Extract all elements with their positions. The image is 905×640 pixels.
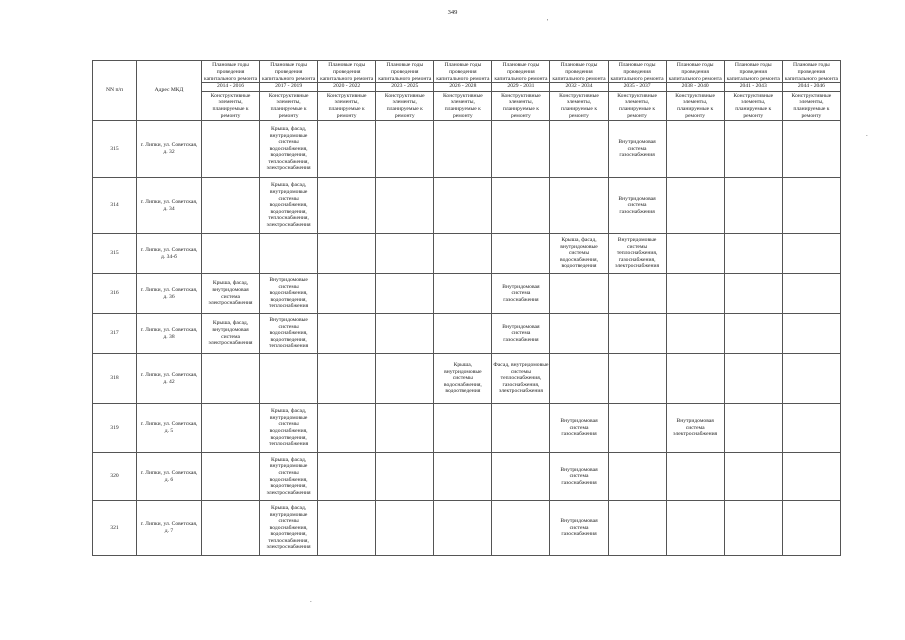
- repair-elements-cell: [550, 314, 608, 354]
- repair-elements-cell: Крыша, фасад, внутридомовые системы водоснабжения, водоотведения, теплоснабжения, электроснабжения: [260, 501, 318, 556]
- period-title: Плановые годы проведения капитального ремонта: [262, 62, 316, 82]
- row-address: г. Липки, ул. Советская, д. 34: [137, 178, 202, 234]
- repair-elements-cell: Фасад, внутридомовые системы теплоснабжения, газоснабжения, электроснабжения: [492, 354, 550, 404]
- row-number: 315: [93, 121, 137, 178]
- repair-elements-cell: [724, 178, 782, 234]
- repair-elements-cell: [666, 314, 724, 354]
- period-column-header: [376, 61, 434, 92]
- repair-elements-cell: [434, 274, 492, 314]
- period-years: 2023 - 2025: [376, 82, 433, 90]
- row-number: 320: [93, 453, 137, 501]
- row-number: 321: [93, 501, 137, 556]
- period-years: 2020 - 2022: [318, 82, 375, 90]
- page-number: 349: [447, 9, 458, 16]
- elements-column-header: Конструктивные элементы, планируемые к ремонту: [434, 92, 492, 121]
- repair-elements-cell: Внутридомовые системы теплоснабжения, газоснабжения, электроснабжения: [608, 234, 666, 274]
- repair-elements-cell: Внутридомовые системы водоснабжения, водоотведения, теплоснабжения: [260, 314, 318, 354]
- repair-elements-cell: [376, 121, 434, 178]
- period-column-header: [260, 61, 318, 92]
- repair-elements-cell: Внутридомовая система газоснабжения: [608, 121, 666, 178]
- repair-elements-cell: [724, 453, 782, 501]
- period-column-header: [608, 61, 666, 92]
- period-title: Плановые годы проведения капитального ремонта: [784, 62, 838, 82]
- scan-speck: ': [547, 18, 549, 26]
- period-years: 2026 - 2028: [434, 82, 491, 90]
- repair-elements-cell: Внутридомовая система газоснабжения: [550, 453, 608, 501]
- row-address: г. Липки, ул. Советская, д. 32: [137, 121, 202, 178]
- repair-elements-cell: [318, 234, 376, 274]
- repair-elements-cell: [492, 234, 550, 274]
- repair-elements-cell: Крыша, фасад, внутридомовые системы водоснабжения, водоотведения, электроснабжения: [260, 453, 318, 501]
- repair-elements-cell: [608, 404, 666, 453]
- repair-elements-cell: [492, 404, 550, 453]
- elements-column-header: Конструктивные элементы, планируемые к ремонту: [376, 92, 434, 121]
- period-column-header: [724, 61, 782, 92]
- scan-speck: .: [310, 596, 312, 604]
- repair-elements-cell: [202, 501, 260, 556]
- repair-elements-cell: Крыша, фасад, внутридомовая система электроснабжения: [202, 274, 260, 314]
- repair-elements-cell: [724, 314, 782, 354]
- row-number: 317: [93, 314, 137, 354]
- number-column-header: NN п/п: [93, 61, 137, 121]
- repair-elements-cell: [782, 314, 840, 354]
- repair-elements-cell: [202, 178, 260, 234]
- period-years: 2038 - 2040: [667, 82, 724, 90]
- repair-elements-cell: [550, 178, 608, 234]
- period-title: Плановые годы проведения капитального ремонта: [668, 62, 722, 82]
- repair-elements-cell: [434, 178, 492, 234]
- row-address: г. Липки, ул. Советская, д. 38: [137, 314, 202, 354]
- repair-elements-cell: [492, 501, 550, 556]
- row-address: г. Липки, ул. Советская, д. 42: [137, 354, 202, 404]
- repair-elements-cell: Крыша, фасад, внутридомовые системы водоснабжения, водоотведения, теплоснабжения, электроснабжения: [260, 121, 318, 178]
- repair-elements-cell: [608, 314, 666, 354]
- repair-elements-cell: [202, 354, 260, 404]
- repair-elements-cell: [318, 453, 376, 501]
- repair-elements-cell: Внутридомовая система газоснабжения: [608, 178, 666, 234]
- repair-elements-cell: [318, 121, 376, 178]
- period-column-header: [492, 61, 550, 92]
- repair-elements-cell: [202, 234, 260, 274]
- period-column-header: [434, 61, 492, 92]
- repair-elements-cell: [318, 404, 376, 453]
- repair-elements-cell: [782, 274, 840, 314]
- elements-column-header: Конструктивные элементы, планируемые к ремонту: [318, 92, 376, 121]
- repair-elements-cell: [666, 501, 724, 556]
- repair-elements-cell: Крыша, фасад, внутридомовые системы водоснабжения, водоотведения, теплоснабжения, электроснабжения: [260, 178, 318, 234]
- repair-elements-cell: [260, 234, 318, 274]
- repair-elements-cell: [376, 501, 434, 556]
- period-title: Плановые годы проведения капитального ремонта: [320, 62, 374, 82]
- repair-elements-cell: [434, 453, 492, 501]
- repair-elements-cell: [376, 314, 434, 354]
- repair-elements-cell: [492, 178, 550, 234]
- repair-elements-cell: [376, 404, 434, 453]
- repair-elements-cell: [782, 404, 840, 453]
- repair-elements-cell: [376, 354, 434, 404]
- repair-elements-cell: [550, 274, 608, 314]
- period-title: Плановые годы проведения капитального ремонта: [436, 62, 490, 82]
- elements-column-header: Конструктивные элементы, планируемые к ремонту: [608, 92, 666, 121]
- scan-speck: .: [866, 130, 868, 138]
- row-address: г. Липки, ул. Советская, д. 36: [137, 274, 202, 314]
- row-address: г. Липки, ул. Советская, д. 6: [137, 453, 202, 501]
- header-row: [93, 61, 841, 92]
- row-address: г. Липки, ул. Советская, д. 7: [137, 501, 202, 556]
- table-row: [93, 178, 841, 234]
- repair-elements-cell: [724, 501, 782, 556]
- elements-column-header: Конструктивные элементы, планируемые к ремонту: [260, 92, 318, 121]
- period-title: Плановые годы проведения капитального ремонта: [378, 62, 432, 82]
- repair-elements-cell: [202, 453, 260, 501]
- repair-elements-cell: Крыша, фасад, внутридомовые системы водоснабжения, водоотведения: [550, 234, 608, 274]
- table-row: [93, 501, 841, 556]
- repair-elements-cell: [434, 404, 492, 453]
- period-title: Плановые годы проведения капитального ремонта: [726, 62, 780, 82]
- repair-elements-cell: [434, 501, 492, 556]
- repair-elements-cell: [782, 121, 840, 178]
- elements-column-header: Конструктивные элементы, планируемые к ремонту: [202, 92, 260, 121]
- repair-elements-cell: Крыша, фасад, внутридомовая система электроснабжения: [202, 314, 260, 354]
- repair-elements-cell: [724, 354, 782, 404]
- repair-elements-cell: [724, 234, 782, 274]
- repair-elements-cell: Внутридомовые системы водоснабжения, водоотведения, теплоснабжения: [260, 274, 318, 314]
- repair-elements-cell: [608, 274, 666, 314]
- repair-elements-cell: [318, 178, 376, 234]
- repair-elements-cell: [666, 453, 724, 501]
- address-column-header: Адрес МКД: [137, 61, 202, 121]
- repair-elements-cell: [434, 121, 492, 178]
- elements-column-header: Конструктивные элементы, планируемые к ремонту: [724, 92, 782, 121]
- repair-elements-cell: Внутридомовая система газоснабжения: [492, 314, 550, 354]
- table-row: [93, 274, 841, 314]
- period-title: Плановые годы проведения капитального ремонта: [552, 62, 606, 82]
- repair-elements-cell: [666, 354, 724, 404]
- table-row: [93, 404, 841, 453]
- table-row: [93, 234, 841, 274]
- repair-elements-cell: [318, 354, 376, 404]
- period-column-header: [318, 61, 376, 92]
- period-years: 2029 - 2031: [492, 82, 549, 90]
- repair-elements-cell: [318, 274, 376, 314]
- repair-elements-cell: [202, 404, 260, 453]
- period-column-header: [666, 61, 724, 92]
- elements-column-header: Конструктивные элементы, планируемые к ремонту: [550, 92, 608, 121]
- repair-elements-cell: [492, 121, 550, 178]
- period-title: Плановые годы проведения капитального ремонта: [610, 62, 664, 82]
- period-years: 2044 - 2046: [783, 82, 840, 90]
- repair-elements-cell: [202, 121, 260, 178]
- repair-elements-cell: Внутридомовая система газоснабжения: [492, 274, 550, 314]
- repair-elements-cell: [376, 453, 434, 501]
- repair-elements-cell: [724, 404, 782, 453]
- period-years: 2041 - 2043: [725, 82, 782, 90]
- repair-elements-cell: [782, 234, 840, 274]
- elements-column-header: Конструктивные элементы, планируемые к ремонту: [666, 92, 724, 121]
- repair-elements-cell: [608, 354, 666, 404]
- repair-elements-cell: [666, 178, 724, 234]
- period-years: 2035 - 2037: [609, 82, 666, 90]
- repair-elements-cell: Крыша, фасад, внутридомовые системы водоснабжения, водоотведения, теплоснабжения: [260, 404, 318, 453]
- row-number: 315: [93, 234, 137, 274]
- repair-elements-cell: [666, 121, 724, 178]
- period-column-header: [550, 61, 608, 92]
- period-years: 2014 - 2016: [202, 82, 259, 90]
- subheader-row: [93, 92, 841, 121]
- row-number: 319: [93, 404, 137, 453]
- repair-elements-cell: [434, 234, 492, 274]
- repair-elements-cell: Внутридомовая система электроснабжения: [666, 404, 724, 453]
- row-address: г. Липки, ул. Советская, д. 34-б: [137, 234, 202, 274]
- table-row: [93, 314, 841, 354]
- repair-elements-cell: Внутридомовая система газоснабжения: [550, 404, 608, 453]
- repair-elements-cell: [608, 501, 666, 556]
- capital-repair-schedule-table: [92, 60, 841, 556]
- row-address: г. Липки, ул. Советская, д. 5: [137, 404, 202, 453]
- period-title: Плановые годы проведения капитального ремонта: [494, 62, 548, 82]
- repair-elements-cell: [260, 354, 318, 404]
- repair-elements-cell: [666, 234, 724, 274]
- repair-elements-cell: [608, 453, 666, 501]
- repair-elements-cell: [434, 314, 492, 354]
- repair-elements-cell: [318, 314, 376, 354]
- elements-column-header: Конструктивные элементы, планируемые к ремонту: [782, 92, 840, 121]
- period-title: Плановые годы проведения капитального ремонта: [203, 62, 258, 82]
- repair-elements-cell: [318, 501, 376, 556]
- repair-elements-cell: [376, 178, 434, 234]
- period-column-header: [782, 61, 840, 92]
- repair-elements-cell: [724, 274, 782, 314]
- period-years: 2032 - 2034: [550, 82, 607, 90]
- row-number: 318: [93, 354, 137, 404]
- repair-elements-cell: [724, 121, 782, 178]
- table-row: [93, 121, 841, 178]
- repair-elements-cell: [550, 354, 608, 404]
- repair-elements-cell: [782, 501, 840, 556]
- table-row: [93, 354, 841, 404]
- repair-elements-cell: [782, 178, 840, 234]
- elements-column-header: Конструктивные элементы, планируемые к ремонту: [492, 92, 550, 121]
- period-years: 2017 - 2019: [260, 82, 317, 90]
- repair-elements-cell: Внутридомовая система газоснабжения: [550, 501, 608, 556]
- repair-elements-cell: [492, 453, 550, 501]
- table-body: [93, 121, 841, 556]
- row-number: 314: [93, 178, 137, 234]
- row-number: 316: [93, 274, 137, 314]
- repair-elements-cell: [666, 274, 724, 314]
- repair-elements-cell: [782, 453, 840, 501]
- repair-elements-cell: Крыша, внутридомовые системы водоснабжения, водоотведения: [434, 354, 492, 404]
- repair-elements-cell: [782, 354, 840, 404]
- repair-elements-cell: [376, 274, 434, 314]
- repair-elements-cell: [376, 234, 434, 274]
- table-row: [93, 453, 841, 501]
- repair-elements-cell: [550, 121, 608, 178]
- period-column-header: [202, 61, 260, 92]
